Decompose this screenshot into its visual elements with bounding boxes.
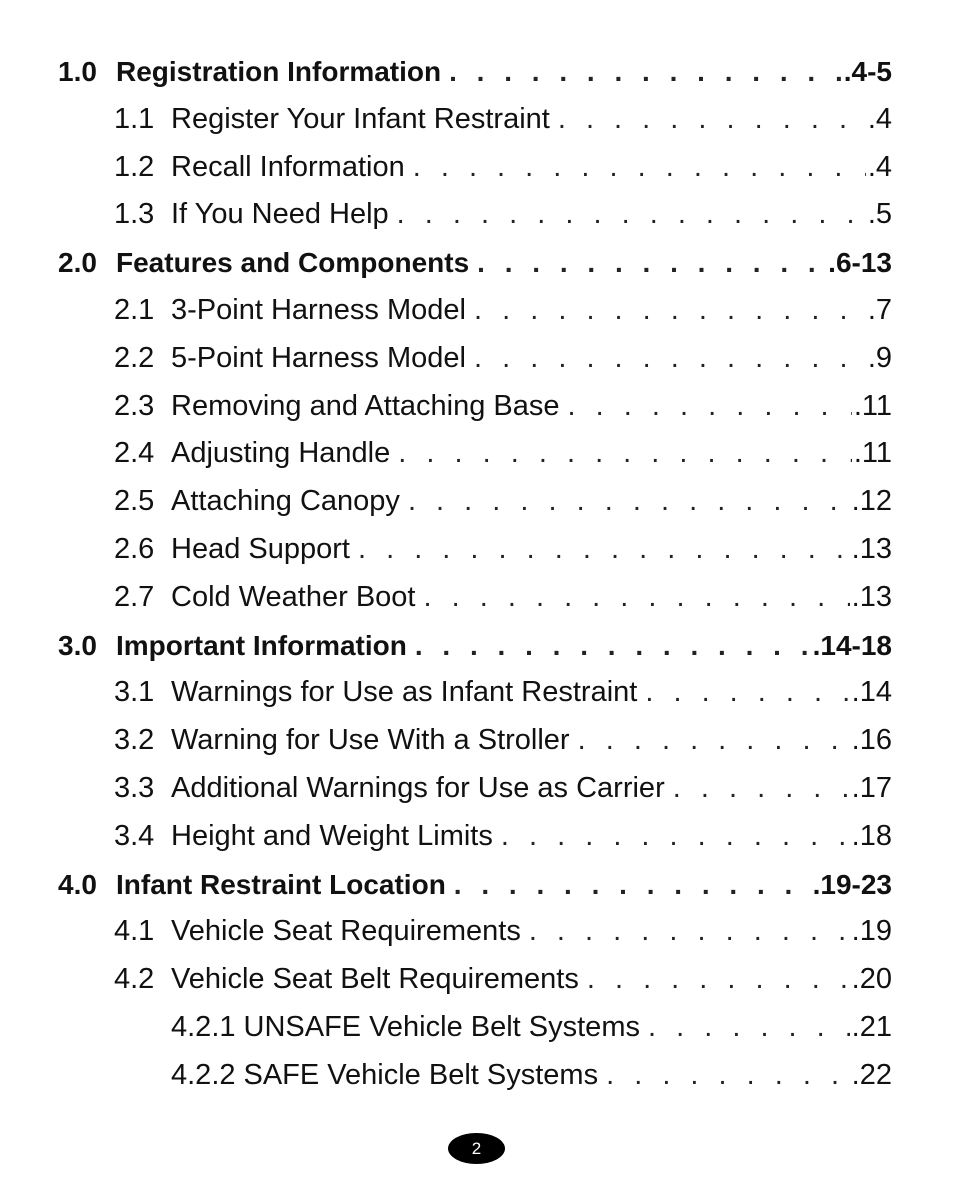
toc-leader-dots <box>501 813 850 861</box>
toc-entry-title: UNSAFE Vehicle Belt Systems <box>243 1010 640 1043</box>
toc-leader-dots <box>408 478 850 526</box>
toc-entry-title: Features and Components <box>116 247 470 279</box>
toc-leader-dots <box>477 239 826 287</box>
toc-entry-page: .13 <box>851 532 892 565</box>
toc-entry-title: Vehicle Seat Requirements <box>171 915 521 948</box>
toc-entry[interactable] <box>58 96 892 144</box>
toc-leader-dots <box>474 335 866 383</box>
toc-entry-number: 4.2 <box>114 963 155 996</box>
toc-entry-number: 2.1 <box>114 293 155 326</box>
toc-entry-page: .20 <box>851 963 892 996</box>
toc-entry-title: SAFE Vehicle Belt Systems <box>243 1058 599 1091</box>
toc-entry-title: 3-Point Harness Model <box>171 293 466 326</box>
toc-entry-number: 1.3 <box>114 198 155 231</box>
toc-leader-dots <box>578 717 850 765</box>
toc-entry-number: 2.5 <box>114 485 155 518</box>
toc-entry-title: Important Information <box>116 629 407 661</box>
toc-leader-dots <box>415 622 811 670</box>
toc-leader-dots <box>398 430 852 478</box>
toc-entry[interactable] <box>58 574 892 622</box>
toc-entry-title: Head Support <box>171 532 350 565</box>
toc-leader-dots <box>397 191 866 239</box>
toc-leader-dots <box>648 1004 850 1052</box>
toc-entry-number: 2.3 <box>114 389 155 422</box>
toc-entry-number: 4.1 <box>114 915 155 948</box>
toc-entry[interactable] <box>58 1052 892 1100</box>
toc-entry-number: 2.7 <box>114 580 155 613</box>
toc-entry-number: 4.0 <box>58 868 97 900</box>
toc-entry-number: 2.2 <box>114 341 155 374</box>
toc-entry-title: Infant Restraint Location <box>116 868 446 900</box>
toc-entry[interactable] <box>58 622 892 670</box>
toc-entry-page: .14-18 <box>812 629 892 661</box>
toc-entry-page: .9 <box>867 341 892 374</box>
table-of-contents <box>58 48 892 1100</box>
toc-entry-title: Adjusting Handle <box>171 437 391 470</box>
toc-entry[interactable] <box>58 861 892 909</box>
toc-entry-number: 3.3 <box>114 771 155 804</box>
toc-entry-number: 1.0 <box>58 56 97 87</box>
toc-entry-number: 2.4 <box>114 437 155 470</box>
toc-entry-title: Registration Information <box>116 56 442 87</box>
toc-entry[interactable] <box>58 287 892 335</box>
toc-entry-title: Recall Information <box>171 150 405 183</box>
toc-entry[interactable] <box>58 191 892 239</box>
toc-leader-dots <box>413 144 866 192</box>
toc-entry[interactable] <box>58 526 892 574</box>
toc-entry-page: .16 <box>851 724 892 757</box>
toc-entry-page: .19 <box>851 915 892 948</box>
toc-entry[interactable] <box>58 1004 892 1052</box>
toc-entry-number: 3.4 <box>114 819 155 852</box>
toc-entry-title: Additional Warnings for Use as Carrier <box>171 771 665 804</box>
toc-entry-title: Vehicle Seat Belt Requirements <box>171 963 579 996</box>
toc-entry-title: 5-Point Harness Model <box>171 341 466 374</box>
toc-entry-number: 1.2 <box>114 150 155 183</box>
toc-entry[interactable] <box>58 48 892 96</box>
toc-entry-page: .11 <box>853 437 892 470</box>
toc-entry-title: Attaching Canopy <box>171 485 400 518</box>
toc-entry-page: .12 <box>851 485 892 518</box>
toc-leader-dots <box>358 526 850 574</box>
toc-entry-page: .5 <box>867 198 892 231</box>
toc-entry[interactable] <box>58 908 892 956</box>
toc-entry-page: .4-5 <box>843 56 892 87</box>
toc-entry[interactable] <box>58 383 892 431</box>
toc-entry-page: .13 <box>851 580 892 613</box>
toc-entry-page: .7 <box>867 293 892 326</box>
toc-entry-page: .18 <box>851 819 892 852</box>
toc-leader-dots <box>529 908 850 956</box>
toc-entry[interactable] <box>58 813 892 861</box>
toc-leader-dots <box>454 861 811 909</box>
toc-leader-dots <box>645 669 849 717</box>
toc-leader-dots <box>606 1052 850 1100</box>
toc-leader-dots <box>568 383 852 431</box>
toc-entry-page: .11 <box>853 389 892 422</box>
toc-entry-number: 1.1 <box>114 102 155 135</box>
toc-entry-title: Height and Weight Limits <box>171 819 493 852</box>
toc-entry-number: 2.0 <box>58 247 97 279</box>
toc-entry-page: .4 <box>867 150 892 183</box>
toc-leader-dots <box>424 574 850 622</box>
toc-entry-number: 3.0 <box>58 629 97 661</box>
toc-entry[interactable] <box>58 335 892 383</box>
toc-entry-title: Warning for Use With a Stroller <box>171 724 570 757</box>
toc-leader-dots <box>474 287 866 335</box>
toc-entry-page: .19-23 <box>812 868 892 900</box>
toc-entry-title: Register Your Infant Restraint <box>171 102 550 135</box>
toc-entry-title: Cold Weather Boot <box>171 580 416 613</box>
toc-entry-title: If You Need Help <box>171 198 389 231</box>
toc-entry-number: 2.6 <box>114 532 155 565</box>
toc-entry-number: 3.1 <box>114 676 155 709</box>
toc-leader-dots <box>449 48 842 96</box>
toc-leader-dots <box>558 96 866 144</box>
toc-entry-page: .14 <box>851 676 892 709</box>
toc-entry-page: .17 <box>851 771 892 804</box>
toc-entry-page: .21 <box>851 1010 892 1043</box>
toc-entry[interactable] <box>58 144 892 192</box>
toc-entry-title: Removing and Attaching Base <box>171 389 560 422</box>
toc-entry[interactable] <box>58 956 892 1004</box>
toc-entry-number: 4.2.1 <box>171 1010 236 1043</box>
toc-leader-dots <box>673 765 850 813</box>
toc-entry[interactable] <box>58 430 892 478</box>
toc-entry-number: 3.2 <box>114 724 155 757</box>
toc-entry-number: 4.2.2 <box>171 1058 236 1091</box>
toc-entry[interactable] <box>58 239 892 287</box>
toc-entry[interactable] <box>58 717 892 765</box>
toc-entry-page: .6-13 <box>828 247 892 279</box>
toc-entry-page: .4 <box>867 102 892 135</box>
toc-entry-page: .22 <box>851 1058 892 1091</box>
toc-entry[interactable] <box>58 765 892 813</box>
toc-entry[interactable] <box>58 669 892 717</box>
toc-leader-dots <box>587 956 850 1004</box>
toc-entry-title: Warnings for Use as Infant Restraint <box>171 676 638 709</box>
toc-entry[interactable] <box>58 478 892 526</box>
page-number-badge: 2 <box>448 1133 505 1164</box>
